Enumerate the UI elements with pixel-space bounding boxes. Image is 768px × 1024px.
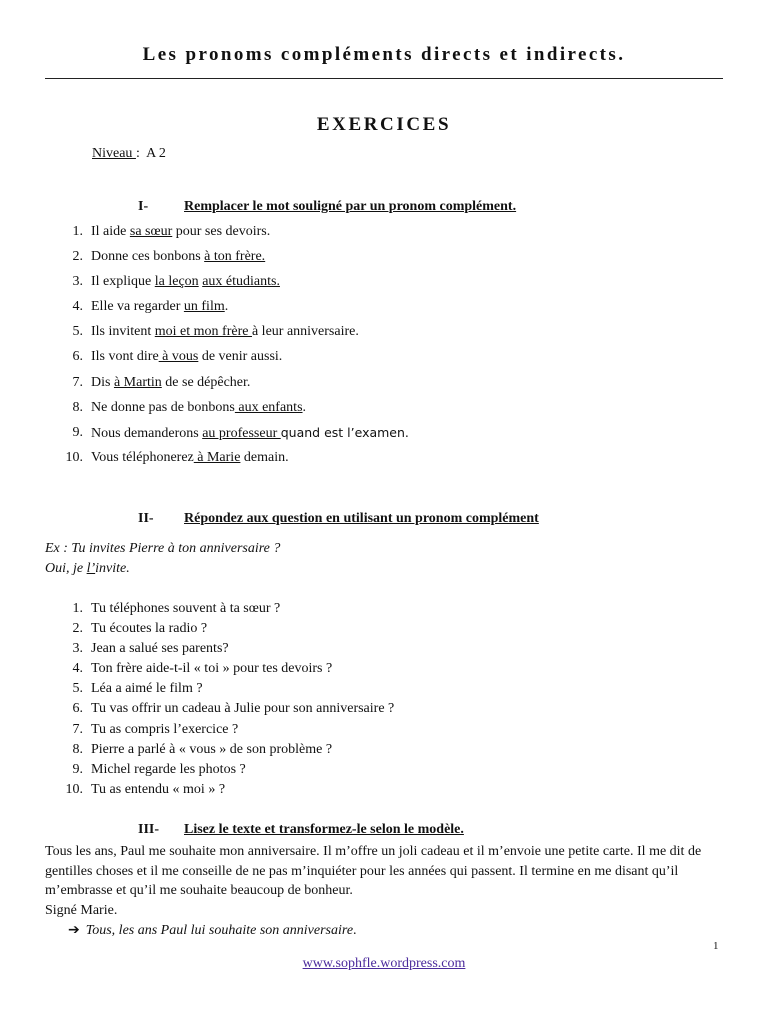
- list-item: [45, 297, 409, 322]
- section3-title: Lisez le texte et transformez-le selon le modèle.: [184, 822, 464, 837]
- item-number: 4.: [72, 661, 83, 677]
- underlined-word: sa sœur: [129, 224, 173, 239]
- underlined-word: au professeur: [202, 425, 281, 441]
- list-item: [45, 620, 394, 640]
- item-text: .: [224, 299, 229, 315]
- footer-link[interactable]: www.sophfle.wordpress.com: [302, 956, 466, 971]
- item-text: Tu vas offrir un cadeau à Julie pour son anniversaire ?: [91, 701, 395, 717]
- item-number: 1.: [72, 224, 83, 239]
- list-item: [45, 600, 394, 620]
- section1-number: I-: [138, 199, 149, 214]
- item-number: 7.: [72, 374, 83, 390]
- list-item: [45, 373, 409, 398]
- list-item: [45, 222, 409, 247]
- item-text: Tu as entendu « moi » ?: [91, 781, 226, 797]
- item-number: 8.: [72, 399, 83, 415]
- example-answer-pre: Oui, je: [45, 561, 87, 576]
- model-answer-text: Tous, les ans Paul lui souhaite son anniversaire: [85, 923, 354, 938]
- item-text: pour ses devoirs.: [172, 224, 271, 239]
- underlined-word: à vous: [158, 349, 199, 365]
- section2-heading: [138, 511, 539, 527]
- list-item: [45, 741, 394, 761]
- item-text: quand est l’examen.: [280, 424, 409, 440]
- item-text: Ne donne pas de bonbons: [91, 399, 235, 415]
- list-item: [45, 721, 394, 741]
- item-text: de venir aussi.: [198, 349, 283, 365]
- item-text: Il explique: [91, 274, 155, 290]
- item-text: Léa a aimé le film ?: [91, 681, 203, 697]
- item-number: 5.: [72, 681, 83, 697]
- section1-title: Remplacer le mot souligné par un pronom complément.: [184, 199, 517, 214]
- exercices-heading: EXERCICES: [316, 114, 452, 135]
- section3-signature: Signé Marie.: [45, 902, 118, 918]
- section3-heading: [138, 822, 464, 838]
- list-item: [45, 423, 409, 448]
- item-text: Vous téléphonerez: [91, 449, 194, 465]
- list-item: [45, 448, 409, 473]
- underlined-word: aux étudiants.: [202, 274, 280, 290]
- section2-list: [45, 600, 394, 801]
- underlined-word: la leçon: [154, 274, 199, 290]
- page-title: Les pronoms compléments directs et indirects.: [142, 44, 626, 65]
- item-number: 6.: [72, 701, 83, 717]
- item-number: 6.: [72, 349, 83, 365]
- arrow-right-icon: ➔: [68, 922, 80, 938]
- item-text: Donne ces bonbons: [91, 249, 205, 265]
- item-text: Pierre a parlé à « vous » de son problème ?: [91, 741, 333, 757]
- item-number: 2.: [72, 621, 83, 637]
- underlined-word: à ton frère.: [204, 249, 266, 265]
- item-number: 2.: [72, 249, 83, 265]
- model-answer: [68, 922, 357, 939]
- list-item: [45, 660, 394, 680]
- item-text: Tu écoutes la radio ?: [91, 621, 208, 637]
- item-text: Elle va regarder: [91, 299, 184, 315]
- niveau-label: Niveau: [92, 146, 136, 161]
- item-number: 8.: [72, 741, 83, 757]
- item-text: Dis: [91, 374, 114, 390]
- list-item: [45, 322, 409, 347]
- item-text: .: [302, 399, 307, 415]
- item-text: Il aide: [91, 224, 130, 239]
- section1-heading: [138, 199, 517, 215]
- item-number: 7.: [72, 721, 83, 737]
- item-text: de se dépêcher.: [161, 374, 251, 390]
- underlined-word: moi et mon frère: [154, 324, 252, 340]
- example-answer-post: invite.: [95, 561, 130, 576]
- item-text: Ton frère aide-t-il « toi » pour tes devoirs ?: [91, 661, 333, 677]
- item-number: 5.: [72, 324, 83, 340]
- page-number: 1: [713, 940, 719, 952]
- item-number: 1.: [72, 601, 83, 616]
- niveau-line: [92, 146, 166, 162]
- item-text: Nous demanderons: [91, 425, 203, 441]
- item-text: Michel regarde les photos ?: [91, 761, 246, 777]
- niveau-value: A 2: [146, 146, 166, 161]
- item-number: 9.: [72, 761, 83, 777]
- list-item: [45, 761, 394, 781]
- item-number: 4.: [72, 299, 83, 315]
- list-item: [45, 398, 409, 423]
- item-text: Jean a salué ses parents?: [91, 641, 229, 657]
- example-answer-pronoun: l’: [86, 561, 96, 576]
- item-text: demain.: [240, 449, 289, 465]
- item-number: 9.: [72, 424, 83, 440]
- item-number: 3.: [72, 274, 83, 290]
- list-item: [45, 680, 394, 700]
- underlined-word: un film: [183, 299, 225, 315]
- item-number: 10.: [65, 781, 83, 797]
- list-item: [45, 247, 409, 272]
- section3-number: III-: [138, 822, 160, 837]
- model-answer-end: .: [353, 923, 357, 938]
- list-item: [45, 700, 394, 720]
- underlined-word: à Martin: [113, 374, 162, 390]
- list-item: [45, 272, 409, 297]
- section1-list: [45, 222, 409, 473]
- item-number: 10.: [65, 449, 83, 465]
- underlined-word: aux enfants: [234, 399, 303, 415]
- section3-paragraph: [45, 842, 725, 920]
- item-text: à leur anniversaire.: [251, 324, 359, 340]
- list-item: [45, 347, 409, 372]
- item-text: Ils invitent: [91, 324, 155, 340]
- title-divider: [45, 78, 723, 79]
- example-question: Ex : Tu invites Pierre à ton anniversaire ?: [45, 541, 281, 556]
- list-item: [45, 640, 394, 660]
- niveau-separator: :: [135, 146, 147, 161]
- section2-number: II-: [138, 511, 154, 526]
- item-text: Tu as compris l’exercice ?: [91, 721, 239, 737]
- underlined-word: à Marie: [193, 449, 241, 465]
- item-text: Tu téléphones souvent à ta sœur ?: [91, 601, 281, 616]
- section3-text: Tous les ans, Paul me souhaite mon anniversaire. Il m’offre un joli cadeau et il m’envoie une petite carte. Il me dit de gentilles choses et il me conseille de ne pas m’inquiéter pour les années qui passent. Il termine en me disant qu’il m’embrasse et qu’il me souhaite beaucoup de bonheur.: [45, 844, 702, 898]
- item-text: Ils vont dire: [91, 349, 159, 365]
- example-answer: [45, 561, 130, 577]
- list-item: [45, 781, 394, 801]
- item-number: 3.: [72, 641, 83, 657]
- section2-title: Répondez aux question en utilisant un pronom complément: [184, 511, 539, 526]
